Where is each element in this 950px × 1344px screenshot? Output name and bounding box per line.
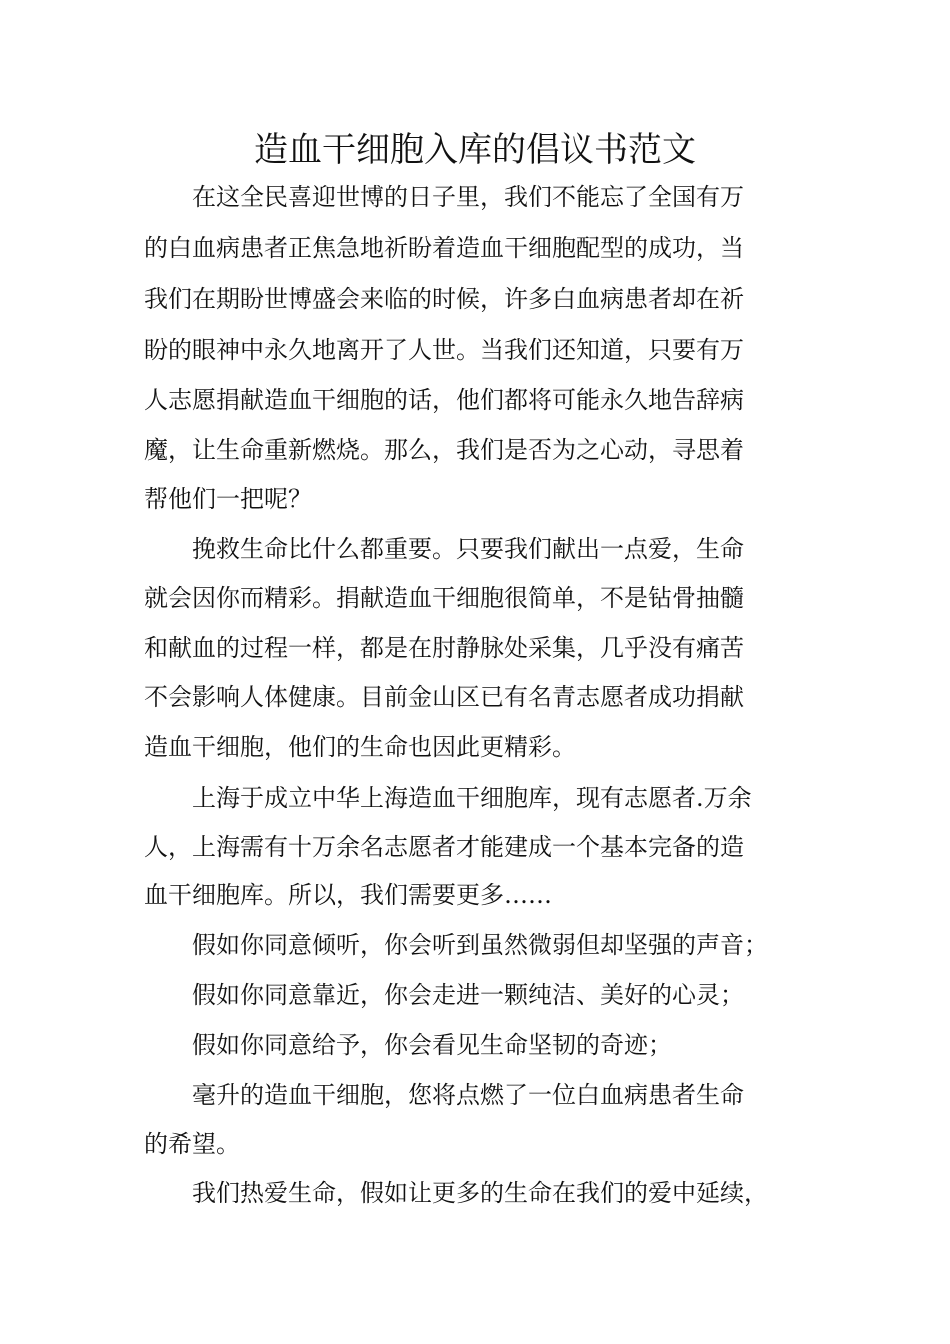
text-line: 我们热爱生命，假如让更多的生命在我们的爱中延续， — [144, 1179, 768, 1207]
text-line: 血干细胞库。所以，我们需要更多…… — [144, 881, 552, 909]
text-line: 假如你同意靠近，你会走进一颗纯洁、美好的心灵； — [144, 981, 744, 1009]
text-line: 的希望。 — [144, 1130, 240, 1158]
text-line: 上海于成立中华上海造血干细胞库，现有志愿者.万余 — [144, 784, 752, 812]
text-line: 我们在期盼世博盛会来临的时候，许多白血病患者却在祈 — [144, 285, 744, 313]
text-line: 盼的眼神中永久地离开了人世。当我们还知道，只要有万 — [144, 336, 744, 364]
text-line: 人，上海需有十万余名志愿者才能建成一个基本完备的造 — [144, 833, 744, 861]
document-title: 造血干细胞入库的倡议书范文 — [254, 130, 696, 170]
text-line: 毫升的造血干细胞，您将点燃了一位白血病患者生命 — [144, 1081, 744, 1109]
text-line: 在这全民喜迎世博的日子里，我们不能忘了全国有万 — [144, 183, 744, 211]
text-line: 造血干细胞，他们的生命也因此更精彩。 — [144, 733, 576, 761]
text-line: 帮他们一把呢？ — [144, 485, 312, 513]
text-line: 假如你同意给予，你会看见生命坚韧的奇迹； — [144, 1031, 672, 1059]
text-line: 不会影响人体健康。目前金山区已有名青志愿者成功捐献 — [144, 683, 744, 711]
text-line: 魔，让生命重新燃烧。那么，我们是否为之心动，寻思着 — [144, 436, 744, 464]
text-line: 人志愿捐献造血干细胞的话，他们都将可能永久地告辞病 — [144, 386, 744, 414]
text-line: 的白血病患者正焦急地祈盼着造血干细胞配型的成功，当 — [144, 234, 744, 262]
text-line: 就会因你而精彩。捐献造血干细胞很简单，不是钻骨抽髓 — [144, 584, 744, 612]
text-line: 挽救生命比什么都重要。只要我们献出一点爱，生命 — [144, 535, 744, 563]
text-line: 假如你同意倾听，你会听到虽然微弱但却坚强的声音； — [144, 931, 768, 959]
text-line: 和献血的过程一样，都是在肘静脉处采集，几乎没有痛苦 — [144, 634, 744, 662]
